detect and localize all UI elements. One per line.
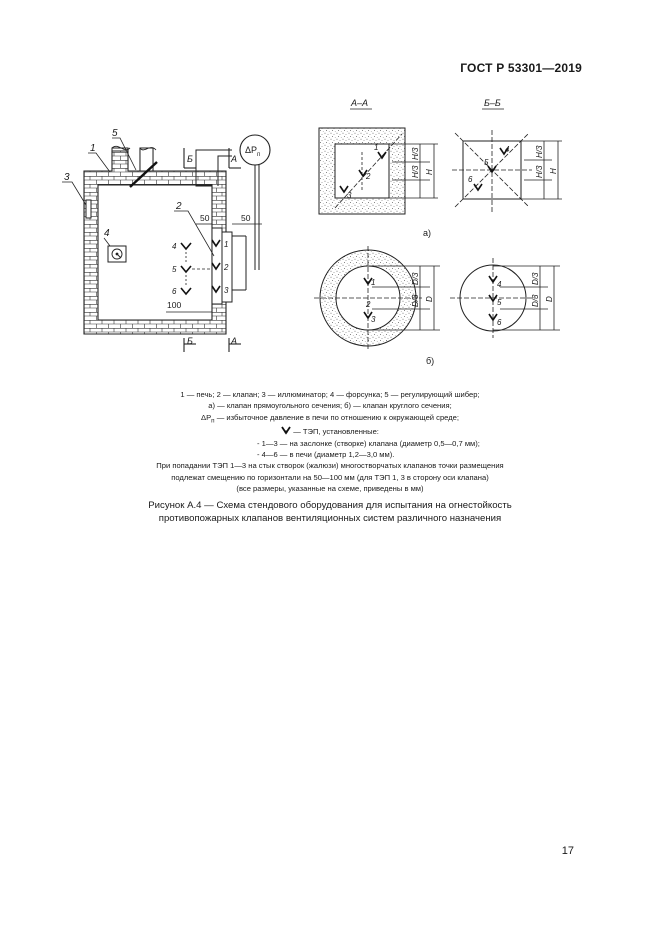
test-bench-diagram bbox=[0, 0, 661, 380]
svg-text:D: D bbox=[425, 296, 434, 302]
dim-100: 100 bbox=[167, 300, 182, 310]
svg-text:D/3: D/3 bbox=[531, 294, 540, 307]
svg-text:6: 6 bbox=[468, 175, 473, 184]
section-bb-title: Б–Б bbox=[484, 98, 501, 108]
tc-label-3: 3 bbox=[224, 286, 229, 295]
legend-line-9: (все размеры, указанные на схеме, приведены в мм) bbox=[236, 483, 424, 493]
svg-text:2: 2 bbox=[366, 172, 371, 181]
svg-text:D: D bbox=[545, 296, 554, 302]
tc-mark-4 bbox=[181, 243, 191, 249]
svg-text:4: 4 bbox=[505, 145, 510, 154]
svg-text:H/3: H/3 bbox=[411, 165, 420, 178]
svg-text:H/3: H/3 bbox=[535, 165, 544, 178]
caption-line-1: Рисунок А.4 — Схема стендового оборудования для испытания на огнестойкость bbox=[148, 500, 512, 511]
svg-text:2: 2 bbox=[366, 300, 371, 309]
part-a-label: а) bbox=[423, 228, 432, 238]
legend-line-8: подлежат смещению по горизонтали на 50—100 мм (для ТЭП 1, 3 в сторону оси клапана) bbox=[171, 472, 489, 482]
tc-label-5: 5 bbox=[172, 265, 177, 274]
pressure-label: $\Delta P_п$ bbox=[245, 145, 261, 158]
dim-50-left: 50 bbox=[200, 213, 210, 223]
svg-text:6: 6 bbox=[497, 318, 502, 327]
section-bb-rect bbox=[452, 98, 562, 212]
dim-50-right: 50 bbox=[241, 213, 251, 223]
caption-line-2: противопожарных клапанов вентиляционных систем различного назначения bbox=[158, 513, 502, 524]
tc-label-4: 4 bbox=[172, 242, 177, 251]
legend-line-1: 1 — печь; 2 — клапан; 3 — иллюминатор; 4 — форсунка; 5 — регулирующий шибер; bbox=[180, 390, 480, 399]
svg-text:3: 3 bbox=[347, 191, 352, 200]
tc-label-2: 2 bbox=[224, 263, 229, 272]
tc-mark-6 bbox=[181, 288, 191, 294]
section-aa-rect bbox=[319, 98, 438, 238]
cut-a-top: А bbox=[231, 154, 238, 164]
svg-text:1: 1 bbox=[371, 278, 376, 287]
svg-text:H: H bbox=[549, 168, 558, 174]
legend-line-7: При попадании ТЭП 1—3 на стык створок (жалюзи) многостворчатых клапанов точки размещения bbox=[156, 461, 504, 471]
callout-4: 4 bbox=[104, 228, 110, 239]
callout-1: 1 bbox=[90, 143, 96, 154]
cut-b-top: Б bbox=[187, 154, 193, 164]
svg-text:D/3: D/3 bbox=[411, 272, 420, 285]
svg-text:D/3: D/3 bbox=[531, 272, 540, 285]
legend-line-3: $\Delta P_п$ — избыточное давление в печи по отношению к окружающей среде; bbox=[201, 412, 459, 425]
callout-5: 5 bbox=[112, 128, 118, 139]
tc-mark-5 bbox=[181, 266, 191, 272]
tc-label-1: 1 bbox=[224, 240, 229, 249]
tc-label-6: 6 bbox=[172, 287, 177, 296]
section-aa-round bbox=[314, 246, 440, 366]
figure-caption bbox=[70, 499, 590, 525]
viewing-window bbox=[86, 200, 91, 218]
svg-text:1: 1 bbox=[374, 143, 379, 152]
svg-text:4: 4 bbox=[497, 280, 502, 289]
thermocouple-icon bbox=[281, 426, 291, 435]
part-b-label: б) bbox=[426, 356, 435, 366]
svg-text:H/3: H/3 bbox=[411, 147, 420, 160]
svg-text:H/3: H/3 bbox=[535, 145, 544, 158]
cut-a-bottom: А bbox=[231, 336, 238, 346]
furnace-brick-wall bbox=[84, 148, 229, 334]
svg-text:D/3: D/3 bbox=[411, 294, 420, 307]
page-number: 17 bbox=[561, 845, 574, 857]
svg-text:5: 5 bbox=[497, 298, 502, 307]
legend-line-4: — ТЭП, установленные: bbox=[90, 426, 570, 437]
figure-legend bbox=[90, 389, 570, 494]
svg-text:5: 5 bbox=[484, 158, 489, 167]
furnace bbox=[62, 128, 270, 352]
section-aa-title: А–А bbox=[351, 98, 369, 108]
svg-text:H: H bbox=[425, 169, 434, 175]
section-bb-round bbox=[450, 258, 560, 338]
callout-3: 3 bbox=[64, 172, 70, 183]
furnace-thermocouples bbox=[172, 242, 177, 296]
callout-2: 2 bbox=[176, 201, 182, 212]
svg-text:3: 3 bbox=[371, 315, 376, 324]
legend-line-2: а) — клапан прямоугольного сечения; б) — клапан круглого сечения; bbox=[208, 401, 452, 411]
standard-number: ГОСТ Р 53301—2019 bbox=[460, 61, 582, 75]
legend-line-5: - 1—3 — на заслонке (створке) клапана (диаметр 0,5—0,7 мм); bbox=[257, 438, 480, 448]
legend-line-6: - 4—6 — в печи (диаметр 1,2—3,0 мм). bbox=[257, 450, 395, 459]
cut-b-bottom: Б bbox=[187, 336, 193, 346]
